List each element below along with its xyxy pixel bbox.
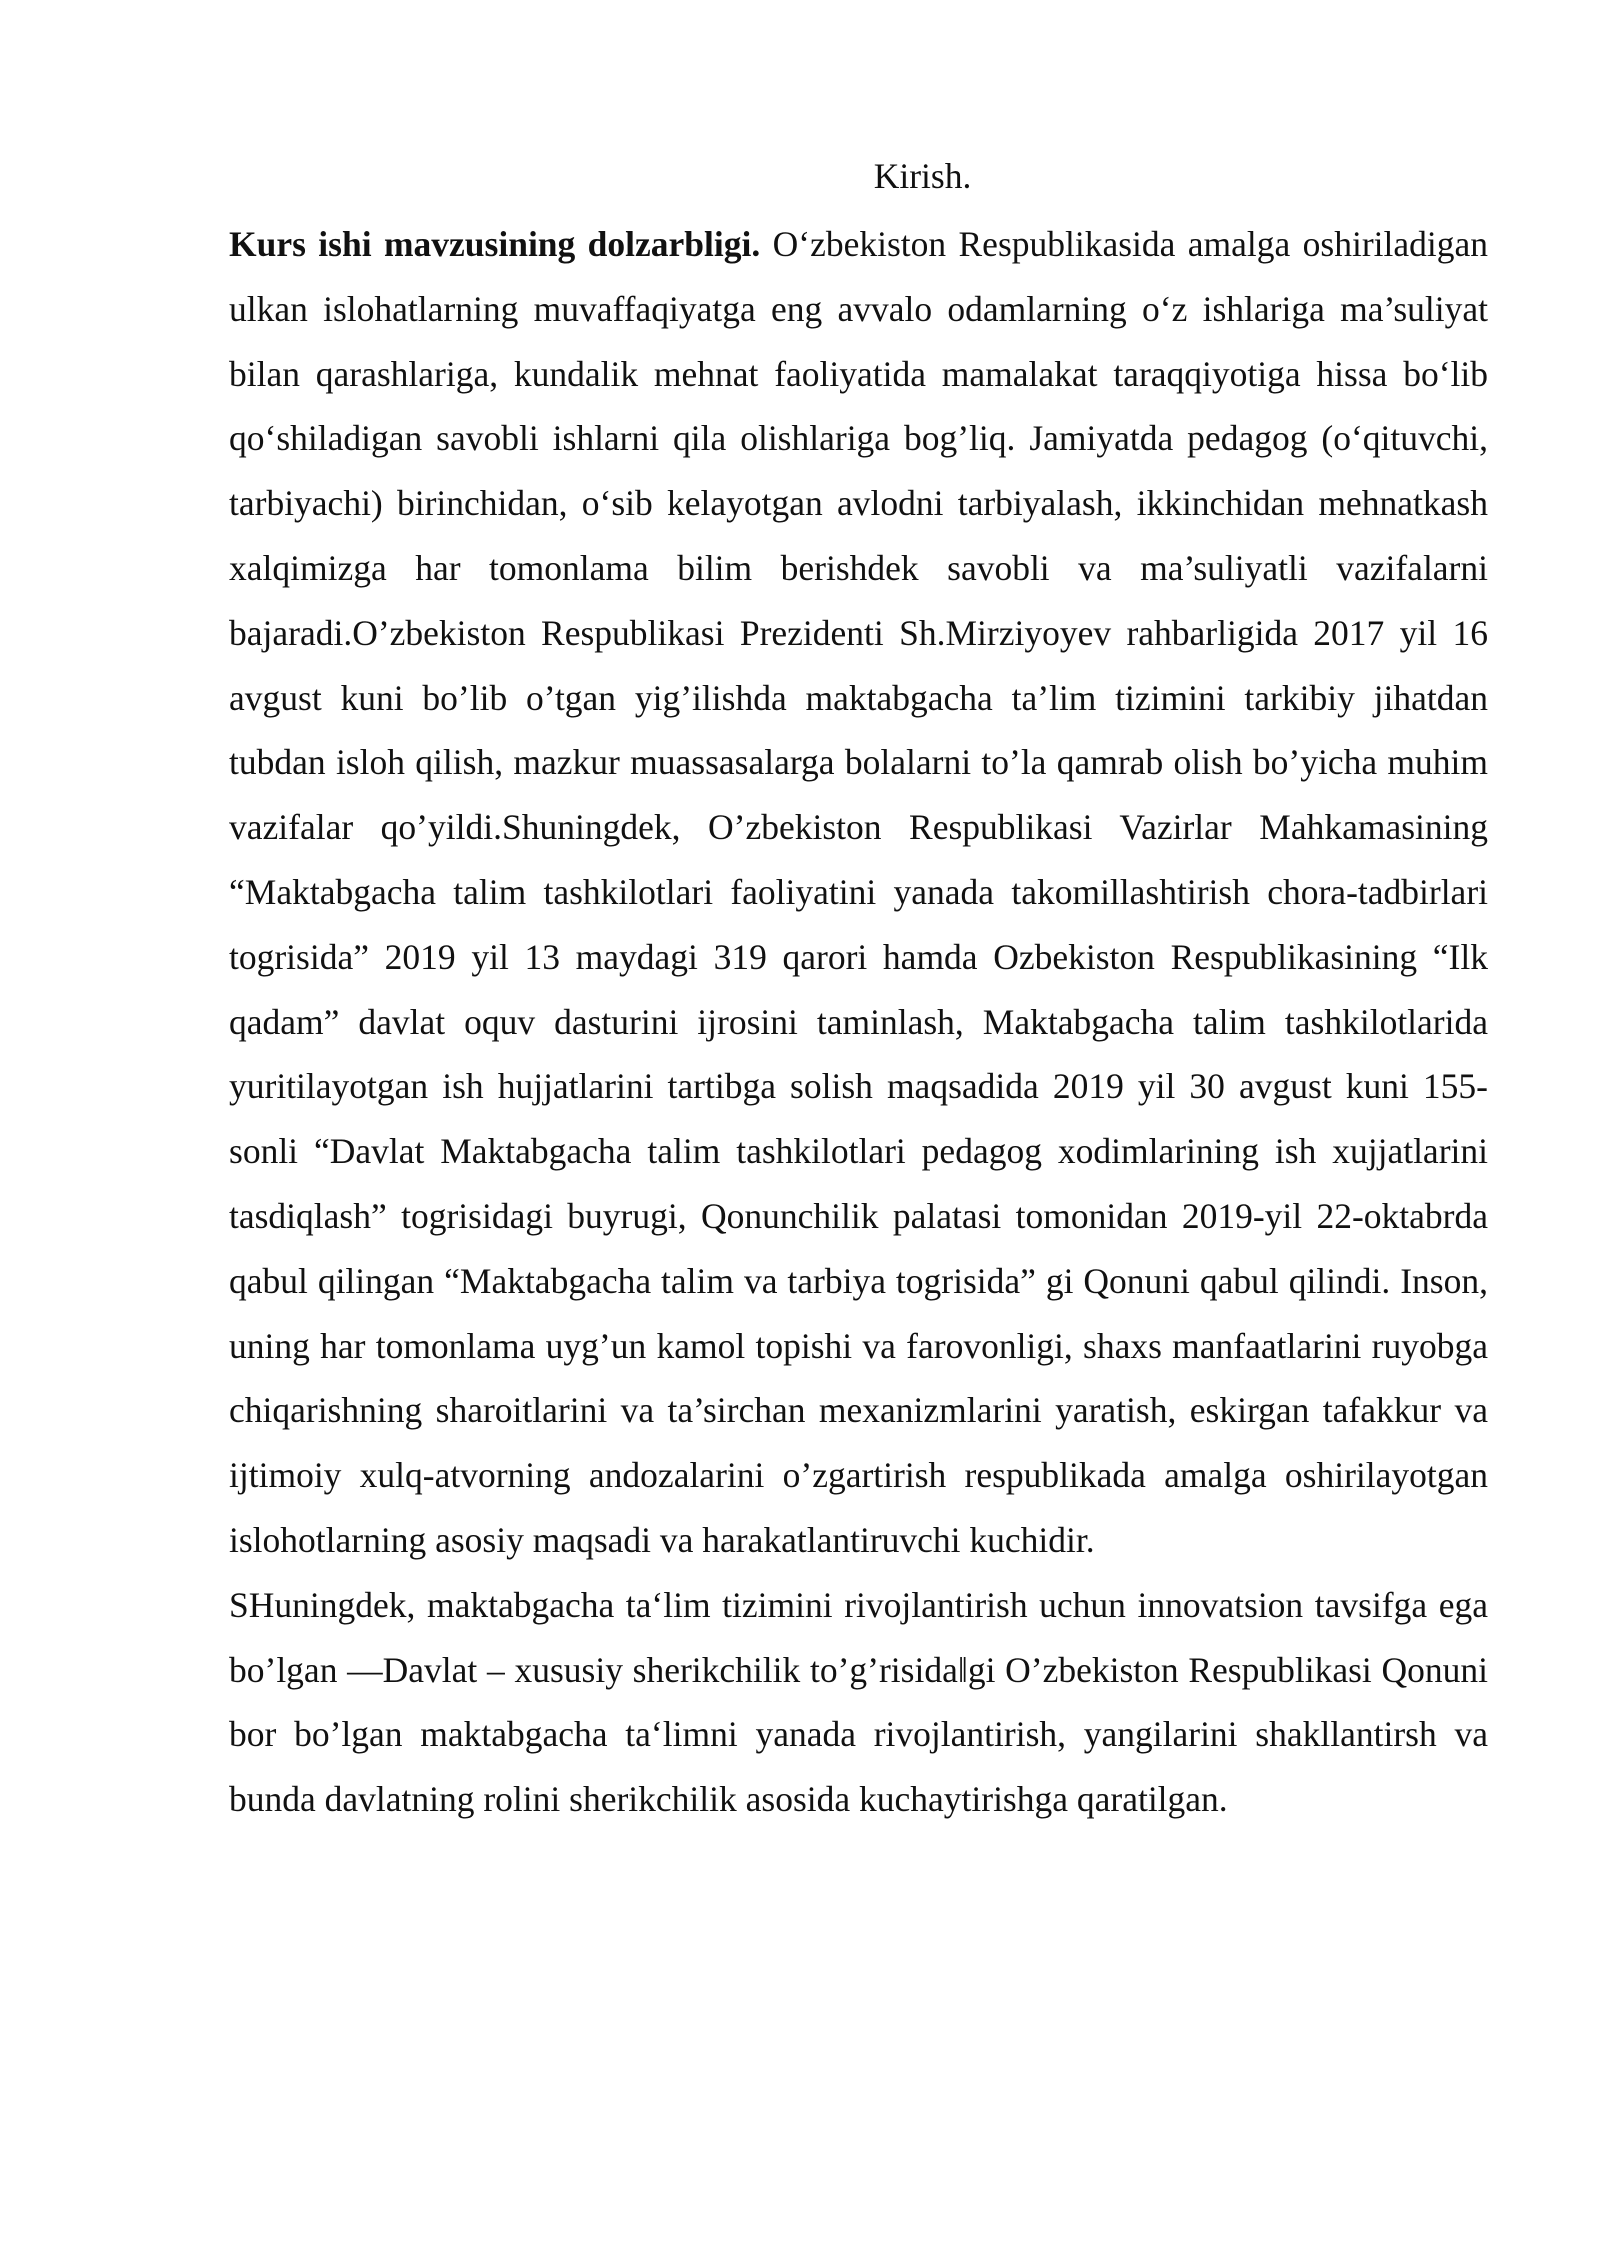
paragraph-lead: Kurs ishi mavzusining dolzarbligi. [229, 224, 761, 264]
paragraph-partnership: SHuningdek, maktabgacha ta‘lim tizimini rivojlantirish uchun innovatsion tavsifga ega bo’lgan ―Davlat – xususiy sherikchilik to’g’risida‖gi O’zbekiston Respublikasi Qonuni bor bo’lgan maktabgacha ta‘limni yanada rivojlantirish, yangilarini shakllantirsh va bunda davlatning rolini sherikchilik asosida kuchaytirishga qaratilgan. [229, 1584, 1488, 1820]
paragraph-text: O‘zbekiston Respublikasida amalga oshiriladigan ulkan islohatlarning muvaffaqiyatga eng avvalo odamlarning o‘z ishlariga ma’suliyat bilan qarashlariga, kundalik mehnat faoliyatida mamalakat taraqqiyotiga hissa bo‘lib qo‘shiladigan savobli ishlarni qila olishlariga bog’liq. Jamiyatda pedagog (o‘qituvchi, tarbiyachi) birinchidan, o‘sib kelayotgan avlodni tarbiyalash, ikkinchidan mehnatkash xalqimizga har tomonlama bilim berishdek savobli va ma’suliyatli vazifalarni bajaradi.O’zbekiston Respublikasi Prezidenti Sh.Mirziyoyev rahbarligida 2017 yil 16 avgust kuni bo’lib o’tgan yig’ilishda maktabgacha ta’lim tizimini tarkibiy jihatdan tubdan isloh qilish, mazkur muassasalarga bolalarni to’la qamrab olish bo’yicha muhim vazifalar qo’yildi.Shuningdek, O’zbekiston Respublikasi Vazirlar Mahkamasining “Maktabgacha talim tashkilotlari faoliyatini yanada takomillashtirish chora-tadbirlari togrisida” 2019 yil 13 maydagi 319 qarori hamda Ozbekiston Respublikasining “Ilk qadam” davlat oquv dasturini ijrosini taminlash, Maktabgacha talim tashkilotlarida yuritilayotgan ish hujjatlarini tartibga solish maqsadida 2019 yil 30 avgust kuni 155-sonli “Davlat Maktabgacha talim tashkilotlari pedagog xodimlarining ish xujjatlarini tasdiqlash” togrisidagi buyrugi, Qonunchilik palatasi tomonidan 2019-yil 22-oktabrda qabul qilingan “Maktabgacha talim va tarbiya togrisida” gi Qonuni qabul qilindi. Inson, uning har tomonlama uyg’un kamol topishi va farovonligi, shaxs manfaatlarini ruyobga chiqarishning sharoitlarini va ta’sirchan mexanizmlarini yaratish, eskirgan tafakkur va ijtimoiy xulq-atvorning andozalarini o’zgartirish respublikada amalga oshirilayotgan islohotlarning asosiy maqsadi va harakatlantiruvchi kuchidir. [229, 224, 1489, 1560]
paragraph-relevance [229, 212, 1488, 1573]
section-heading: Kirish. [873, 156, 972, 196]
document-body [229, 148, 1488, 1832]
